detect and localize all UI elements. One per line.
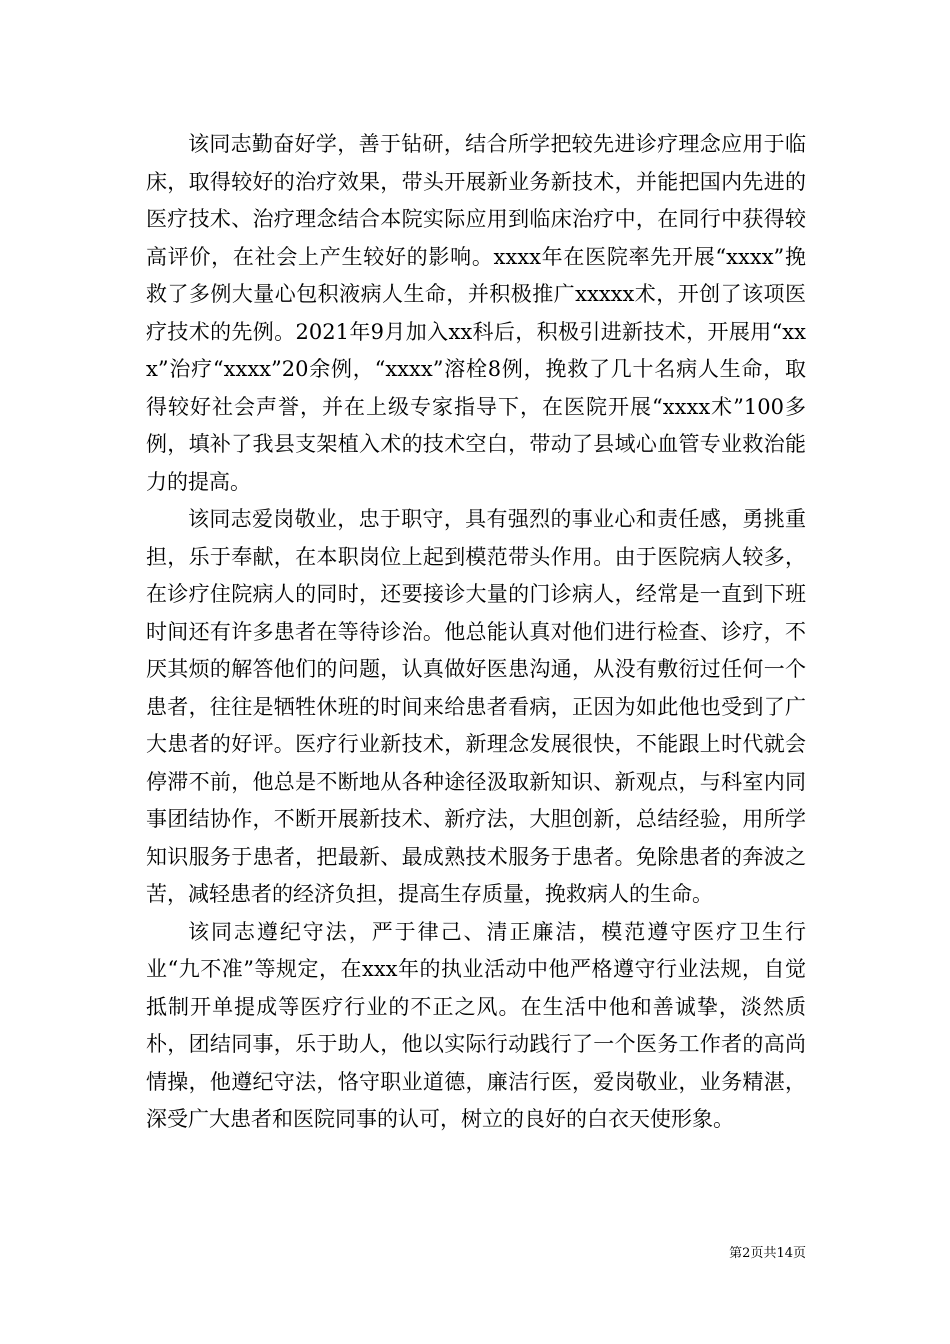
paragraph-skills: 该同志勤奋好学，善于钻研，结合所学把较先进诊疗理念应用于临床，取得较好的治疗效果，带头开展新业务新技术，并能把国内先进的医疗技术、治疗理念结合本院实际应用到临床治疗中，在同行中获得较高评价，在社会上产生较好的影响。xxxx年在医院率先开展“xxxx”挽救了多例大量心包积液病人生命，并积极推广xxxxx术，开创了该项医疗技术的先例。2021年9月加入xx科后，积极引进新技术，开展用“xxx”治疗“xxxx”20余例，“xxxx”溶栓8例，挽救了几十名病人生命，取得较好社会声誉，并在上级专家指导下，在医院开展“xxxx术”100多例，填补了我县支架植入术的技术空白，带动了县域心血管专业救治能力的提高。 [146, 132, 806, 494]
page-number-footer: 第2页共14页 [729, 1246, 806, 1261]
paragraph-integrity: 该同志遵纪守法，严于律己、清正廉洁，模范遵守医疗卫生行业“九不准”等规定，在xxx年的执业活动中他严格遵守行业法规，自觉抵制开单提成等医疗行业的不正之风。在生活中他和善诚挚，淡然质朴，团结同事，乐于助人，他以实际行动践行了一个医务工作者的高尚情操，他遵纪守法，恪守职业道德，廉洁行医，爱岗敬业，业务精湛，深受广大患者和医院同事的认可，树立的良好的白衣天使形象。 [146, 919, 806, 1131]
paragraph-dedication: 该同志爱岗敬业，忠于职守，具有强烈的事业心和责任感，勇挑重担，乐于奉献，在本职岗位上起到模范带头作用。由于医院病人较多，在诊疗住院病人的同时，还要接诊大量的门诊病人，经常是一直到下班时间还有许多患者在等待诊治。他总能认真对他们进行检查、诊疗，不厌其烦的解答他们的问题，认真做好医患沟通，从没有敷衍过任何一个患者，往往是牺牲休班的时间来给患者看病，正因为如此他也受到了广大患者的好评。医疗行业新技术，新理念发展很快，不能跟上时代就会停滞不前，他总是不断地从各种途径汲取新知识、新观点，与科室内同事团结协作，不断开展新技术、新疗法，大胆创新，总结经验，用所学知识服务于患者，把最新、最成熟技术服务于患者。免除患者的奔波之苦，减轻患者的经济负担，提高生存质量，挽救病人的生命。 [146, 507, 806, 906]
document-body [146, 126, 806, 1139]
